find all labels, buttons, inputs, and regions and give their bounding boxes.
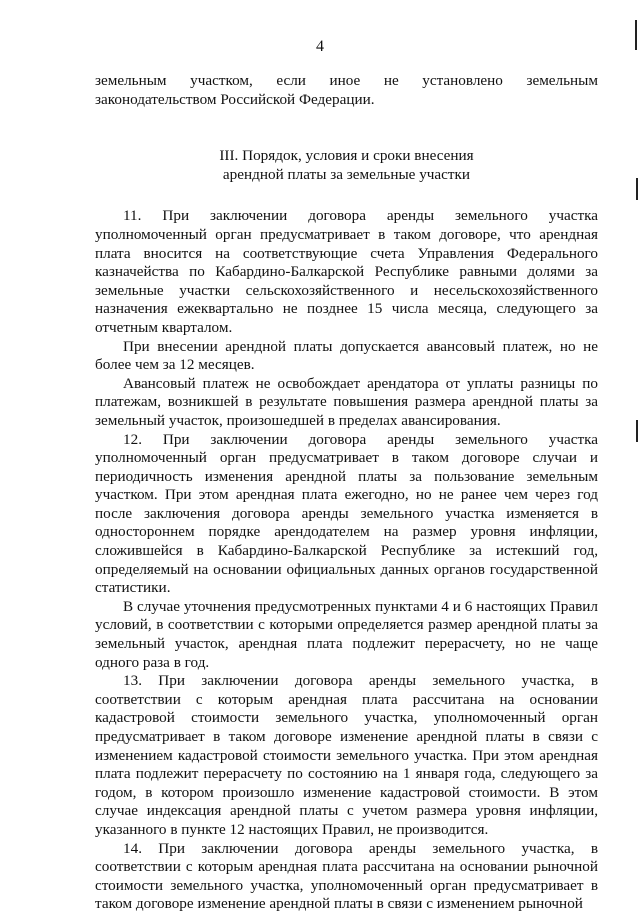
section-heading-line-1: III. Порядок, условия и сроки внесения (219, 147, 474, 165)
paragraph-11-advance-payment-difference: Авансовый платеж не освобождает арендатора от уплаты разницы по платежам, возникшей в результате повышения размера арендной платы за земельный участок, произошедшей в пределах авансирования. (95, 374, 598, 429)
scan-edge-mark-top (635, 20, 637, 50)
paragraph-intro-continuation: земельным участком, если иное не установлено земельным законодательством Российской Федерации. (95, 72, 598, 108)
scan-edge-mark-bottom (636, 420, 638, 442)
paragraph-11: 11. При заключении договора аренды земельного участка уполномоченный орган предусматривает в таком договоре, что арендная плата вносится на соответствующие счета Управления Федерального казначейства по Кабардино-Балкарской Республике равными долями за земельные участки сельскохозяйственного и несельскохозяйственного назначения ежеквартально не позднее 15 числа месяца, следующего за отчетным кварталом. (95, 207, 598, 336)
paragraph-11-advance-payment: При внесении арендной платы допускается авансовый платеж, но не более чем за 12 месяцев. (95, 337, 598, 374)
section-heading-line-2: арендной платы за земельные участки (222, 165, 471, 183)
paragraph-13: 13. При заключении договора аренды земельного участка, в соответствии с которым арендная плата рассчитана на основании кадастровой стоимости земельного участка, уполномоченный орган предусматривает в таком договоре изменение арендной платы в связи с изменением кадастровой стоимости земельного участка. При этом арендная плата подлежит перерасчету по состоянию на 1 января года, следующего за годом, в котором произошло изменение кадастровой стоимости. В этом случае индексация арендной платы с учетом размера уровня инфляции, указанного в пункте 12 настоящих Правил, не производится. (95, 672, 598, 838)
paragraph-14: 14. При заключении договора аренды земельного участка, в соответствии с которым арендная плата рассчитана на основании рыночной стоимости земельного участка, уполномоченный орган предусматривает в таком договоре изменение арендной платы в связи с изменением рыночной (95, 839, 598, 913)
paragraph-12-clarification: В случае уточнения предусмотренных пунктами 4 и 6 настоящих Правил условий, в соответствии с которыми определяется размер арендной платы за земельный участок, арендная плата подлежит перерасчету, но не чаще одного раза в год. (95, 597, 598, 671)
paragraph-12: 12. При заключении договора аренды земельного участка уполномоченный орган предусматривает в таком договоре случаи и периодичность изменения арендной платы за пользование земельным участком. При этом арендная плата ежегодно, но не ранее чем через год после заключения договора аренды земельного участка изменяется в одностороннем порядке арендодателем на размер уровня инфляции, сложившейся в Кабардино-Балкарской Республике за истекший год, определяемый на основании официальных данных органов государственной статистики. (95, 430, 598, 597)
section-heading (95, 147, 598, 184)
document-body (95, 72, 598, 914)
page-number: 4 (316, 38, 324, 55)
scan-edge-mark-middle (636, 178, 638, 200)
